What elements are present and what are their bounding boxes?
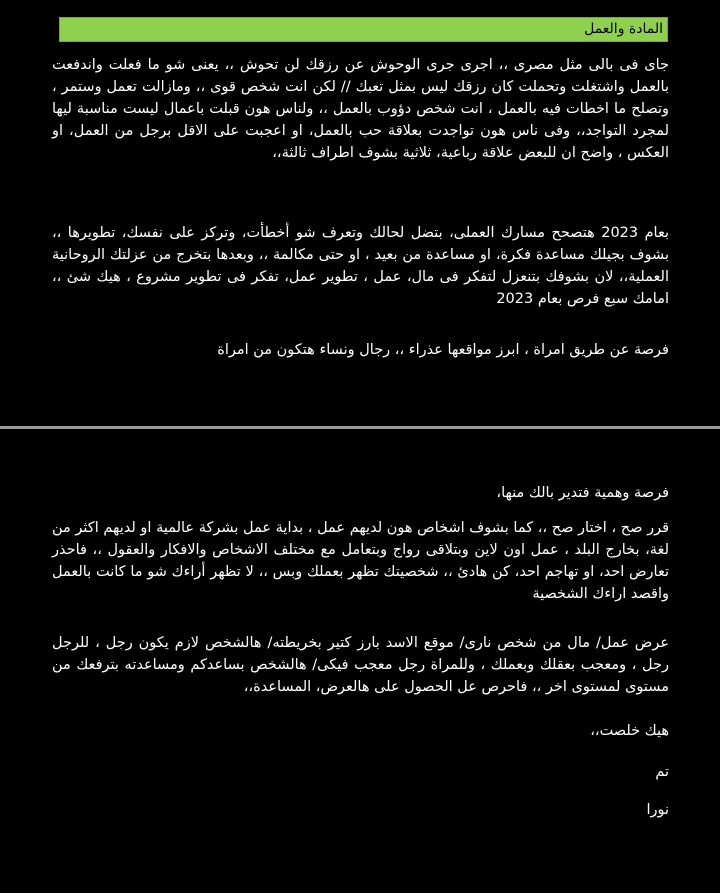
paragraph-1 [52,54,669,164]
paragraph-3 [52,339,669,361]
paragraph-text: فرصة عن طريق امراة ، ابرز مواقعها عذراء ،، رجال ونساء هتكون من امراة [217,342,669,358]
paragraph-2 [52,222,669,310]
author-signature [52,799,669,821]
page-divider [0,426,720,429]
paragraph-text: نورا [646,802,669,818]
paragraph-text: قرر صح ، اختار صح ،، كما بشوف اشخاص هون لديهم عمل ، بداية عمل بشركة عالمية او لديهم اكثر من لغة، بخارج البلد ، عمل اون لاين وبتلاقى رواج وبتعامل مع مختلف الاشخاص والافكار والعقول ،، فاحذر تعارض احد، او تهاجم احد، كن هادئ ،، شخصيتك تظهر بعملك وبس ،، لا تظهر أراءك شو ما كانت بالعمل واقصد اراءك الشخصية [52,520,669,602]
paragraph-text: هيك خلصت،، [590,723,669,739]
paragraph-text: عرض عمل/ مال من شخص نارى/ موقع الاسد بارز كتير بخريطته/ هالشخص لازم يكون رجل ، للرجل رجل ، ومعجب بعقلك وبعملك ، وللمراة رجل معجب فيكى/ هالشخص بساعدكم ومساعدته بترفعك من مستوى لمستوى اخر ،، فاحرص عل الحصول على هالعرض، المساعدة،، [52,635,669,695]
done-line [52,761,669,783]
paragraph-text: فرصة وهمية فتدير بالك منها، [496,485,669,501]
section-title: المادة والعمل [59,17,668,42]
closing-line [52,720,669,742]
paragraph-text: تم [655,764,669,780]
paragraph-6 [52,632,669,698]
paragraph-text: جاى فى بالى مثل مصرى ،، اجرى جرى الوحوش عن رزقك لن تحوش ،، يعنى شو ما فعلت واندفعت بالعمل واشتغلت وتحملت كان رزقك ليس بمثل تعبك // لكن انت شخص قوى ،، ومازالت تعمل وستمر ، وتصلح ما اخطات فيه بالعمل ، انت شخص دؤوب بالعمل ،، ولناس هون قبلت باعمال ليست مناسبة ليها لمجرد التواجد،، وفى ناس هون تواجدت بعلاقة حب بالعمل، او اعجبت على الاقل برجل من العمل، او العكس ، واضح ان للبعض علاقة رباعية، ثلاثية بشوف اطراف ثالثة،، [52,57,669,161]
paragraph-5 [52,517,669,605]
paragraph-text: بعام 2023 هتصحح مسارك العملى، بتضل لحالك وتعرف شو أخطأت، وتركز على نفسك، تطويرها ،، بشوف بجيلك مساعدة فكرة، او مساعدة من بعيد ، او حتى مكالمة ،، وبعدها بتخرج من عزلتك الروحانية العملية،، لان بشوفك بتنعزل لتفكر فى مال، عمل ، تطوير عمل، تفكر فى تطوير مشروع ، هيك شئ ،، امامك سبع فرص بعام 2023 [52,225,669,307]
paragraph-4 [52,482,669,504]
